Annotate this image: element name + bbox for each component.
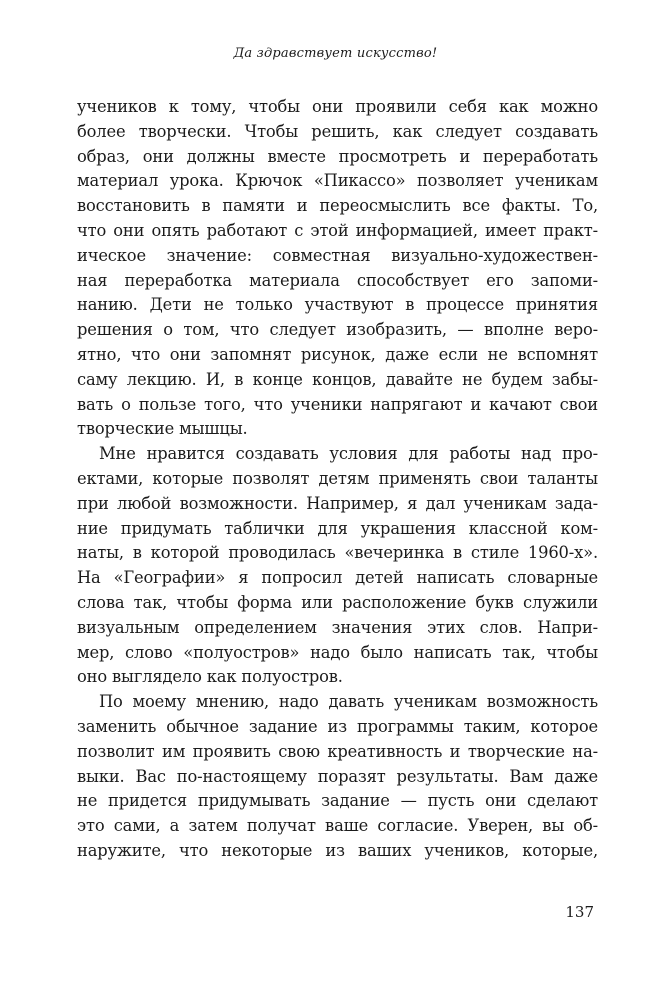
text-line: визуальным определением значения этих слов. Напри- — [77, 617, 598, 637]
running-head: Да здравствует искусство! — [233, 46, 438, 61]
text-line: образ, они должны вместе просмотреть и переработать — [77, 146, 598, 166]
text-line: решения о том, что следует изобразить, — вполне веро- — [77, 320, 598, 340]
text-line: материал урока. Крючок «Пикассо» позволяет ученикам — [77, 171, 598, 191]
text-line: саму лекцию. И, в конце концов, давайте не будем забы- — [77, 369, 598, 389]
text-line: позволит им проявить свою креативность и творческие на- — [77, 741, 598, 761]
text-line: это сами, а затем получат ваше согласие. Уверен, вы об- — [77, 816, 598, 836]
text-line: оно выглядело как полуостров. — [77, 667, 343, 687]
text-line: творческие мышцы. — [77, 419, 248, 439]
text-line: восстановить в памяти и переосмыслить все факты. То, — [77, 196, 598, 216]
text-line: По моему мнению, надо давать ученикам возможность — [99, 692, 598, 712]
text-line: нанию. Дети не только участвуют в процессе принятия — [77, 295, 598, 315]
text-line: что они опять работают с этой информацией, имеет практ- — [77, 220, 598, 240]
text-line: вать о пользе того, что ученики напрягают и качают свои — [77, 394, 598, 414]
text-line: Мне нравится создавать условия для работы над про- — [99, 444, 598, 464]
page-number: 137 — [565, 903, 594, 921]
text-line: учеников к тому, чтобы они проявили себя как можно — [77, 97, 598, 116]
body-text — [77, 95, 598, 864]
text-line: наты, в которой проводилась «вечеринка в стиле 1960-х». — [77, 543, 598, 563]
text-line: ическое значение: совместная визуально-художествен- — [77, 245, 598, 265]
text-line: мер, слово «полуостров» надо было написать так, чтобы — [77, 642, 598, 662]
text-line: при любой возможности. Например, я дал ученикам зада- — [77, 493, 598, 513]
text-line: ятно, что они запомнят рисунок, даже если не вспомнят — [77, 344, 598, 364]
text-line: ние придумать таблички для украшения классной ком- — [77, 518, 598, 538]
text-line: ная переработка материала способствует его запоми- — [77, 270, 598, 290]
text-line: наружите, что некоторые из ваших учеников, которые, — [77, 840, 598, 860]
text-line: более творчески. Чтобы решить, как следует создавать — [77, 121, 598, 141]
text-line: На «Географии» я попросил детей написать словарные — [77, 568, 598, 588]
text-line: выки. Вас по-настоящему поразят результаты. Вам даже — [77, 766, 598, 786]
text-line: слова так, чтобы форма или расположение букв служили — [77, 592, 598, 612]
text-line: ектами, которые позволят детям применять свои таланты — [77, 468, 598, 488]
text-line: не придется придумывать задание — пусть они сделают — [77, 791, 598, 811]
text-line: заменить обычное задание из программы таким, которое — [77, 716, 598, 736]
